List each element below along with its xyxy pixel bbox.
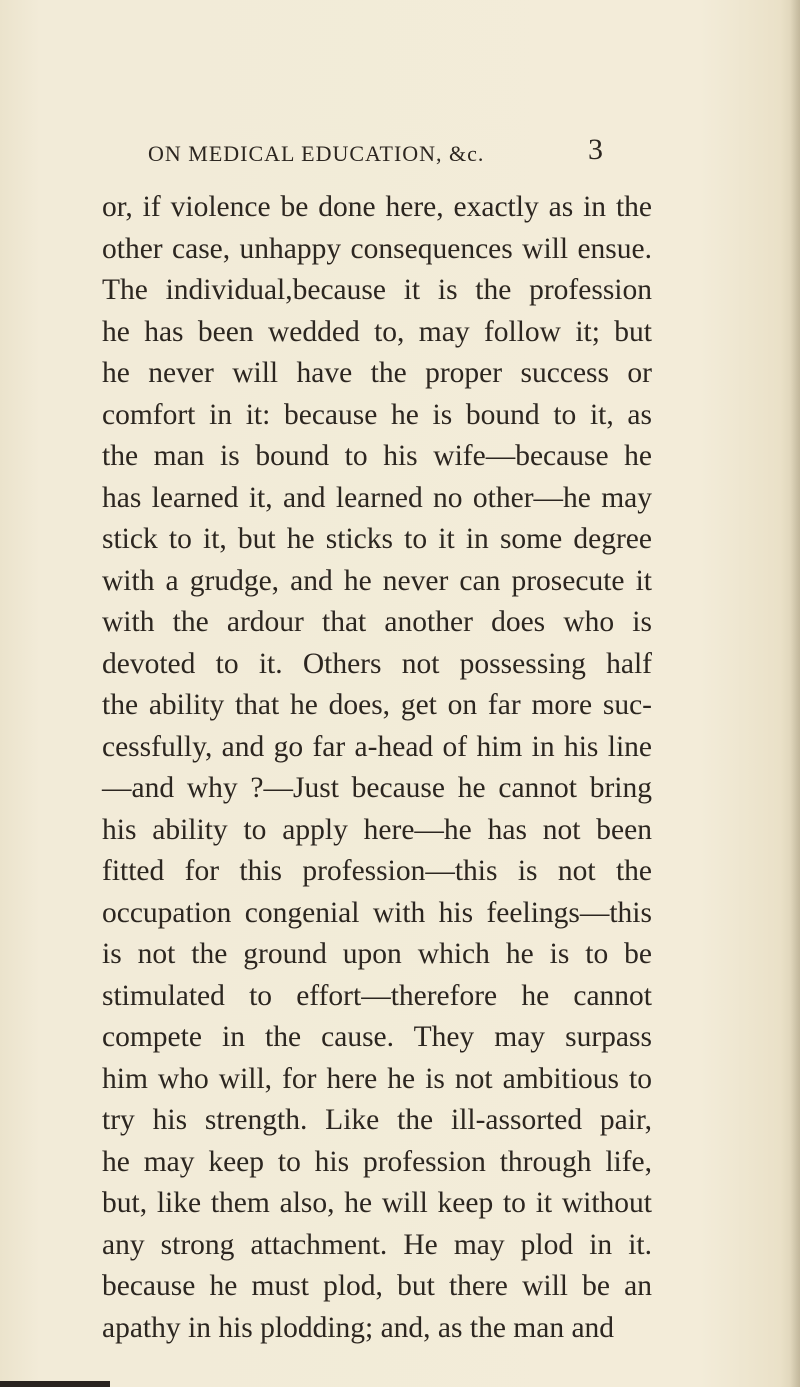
text-line: is not the ground upon which he is to be — [102, 938, 652, 970]
text-line: he may keep to his profession through life, — [102, 1145, 652, 1178]
scan-corner-mark — [0, 1381, 110, 1387]
text-line: devoted to it. Others not possessing half — [102, 647, 652, 680]
body-text — [102, 187, 652, 1349]
text-line: fitted for this profession—this is not the — [102, 855, 652, 887]
page-edge-shadow — [790, 0, 800, 1387]
text-line: comfort in it: because he is bound to it, as — [102, 398, 652, 431]
text-line: the man is bound to his wife—because he — [102, 440, 652, 472]
text-line: occupation congenial with his feelings—this — [102, 896, 652, 929]
text-line: but, like them also, he will keep to it without — [102, 1187, 652, 1219]
text-line: or, if violence be done here, exactly as in the — [102, 191, 652, 223]
text-line: The individual,because it is the profession — [102, 274, 652, 306]
text-line: his ability to apply here—he has not been — [102, 813, 652, 846]
text-line: stick to it, but he sticks to it in some degree — [102, 523, 652, 555]
text-line: with a grudge, and he never can prosecute it — [102, 564, 652, 597]
text-line: —and why ?—Just because he cannot bring — [102, 772, 652, 804]
text-line: he never will have the proper success or — [102, 357, 652, 389]
text-line: other case, unhappy consequences will ensue. — [102, 232, 652, 265]
text-line: because he must plod, but there will be an — [102, 1270, 652, 1302]
text-line: compete in the cause. They may surpass — [102, 1021, 652, 1053]
text-line: cessfully, and go far a-head of him in his line — [102, 730, 652, 763]
text-line: with the ardour that another does who is — [102, 606, 652, 638]
page-number: 3 — [588, 133, 603, 166]
text-line: stimulated to effort—therefore he cannot — [102, 979, 652, 1012]
text-line: any strong attachment. He may plod in it. — [102, 1228, 652, 1261]
text-line: try his strength. Like the ill-assorted pair, — [102, 1104, 652, 1136]
text-line: him who will, for here he is not ambitious to — [102, 1062, 652, 1095]
text-line: apathy in his plodding; and, as the man and — [102, 1311, 615, 1344]
text-line: has learned it, and learned no other—he may — [102, 481, 652, 514]
text-line: the ability that he does, get on far more suc- — [102, 689, 652, 721]
running-head: ON MEDICAL EDUCATION, &c. — [148, 141, 485, 166]
text-line: he has been wedded to, may follow it; but — [102, 315, 652, 348]
